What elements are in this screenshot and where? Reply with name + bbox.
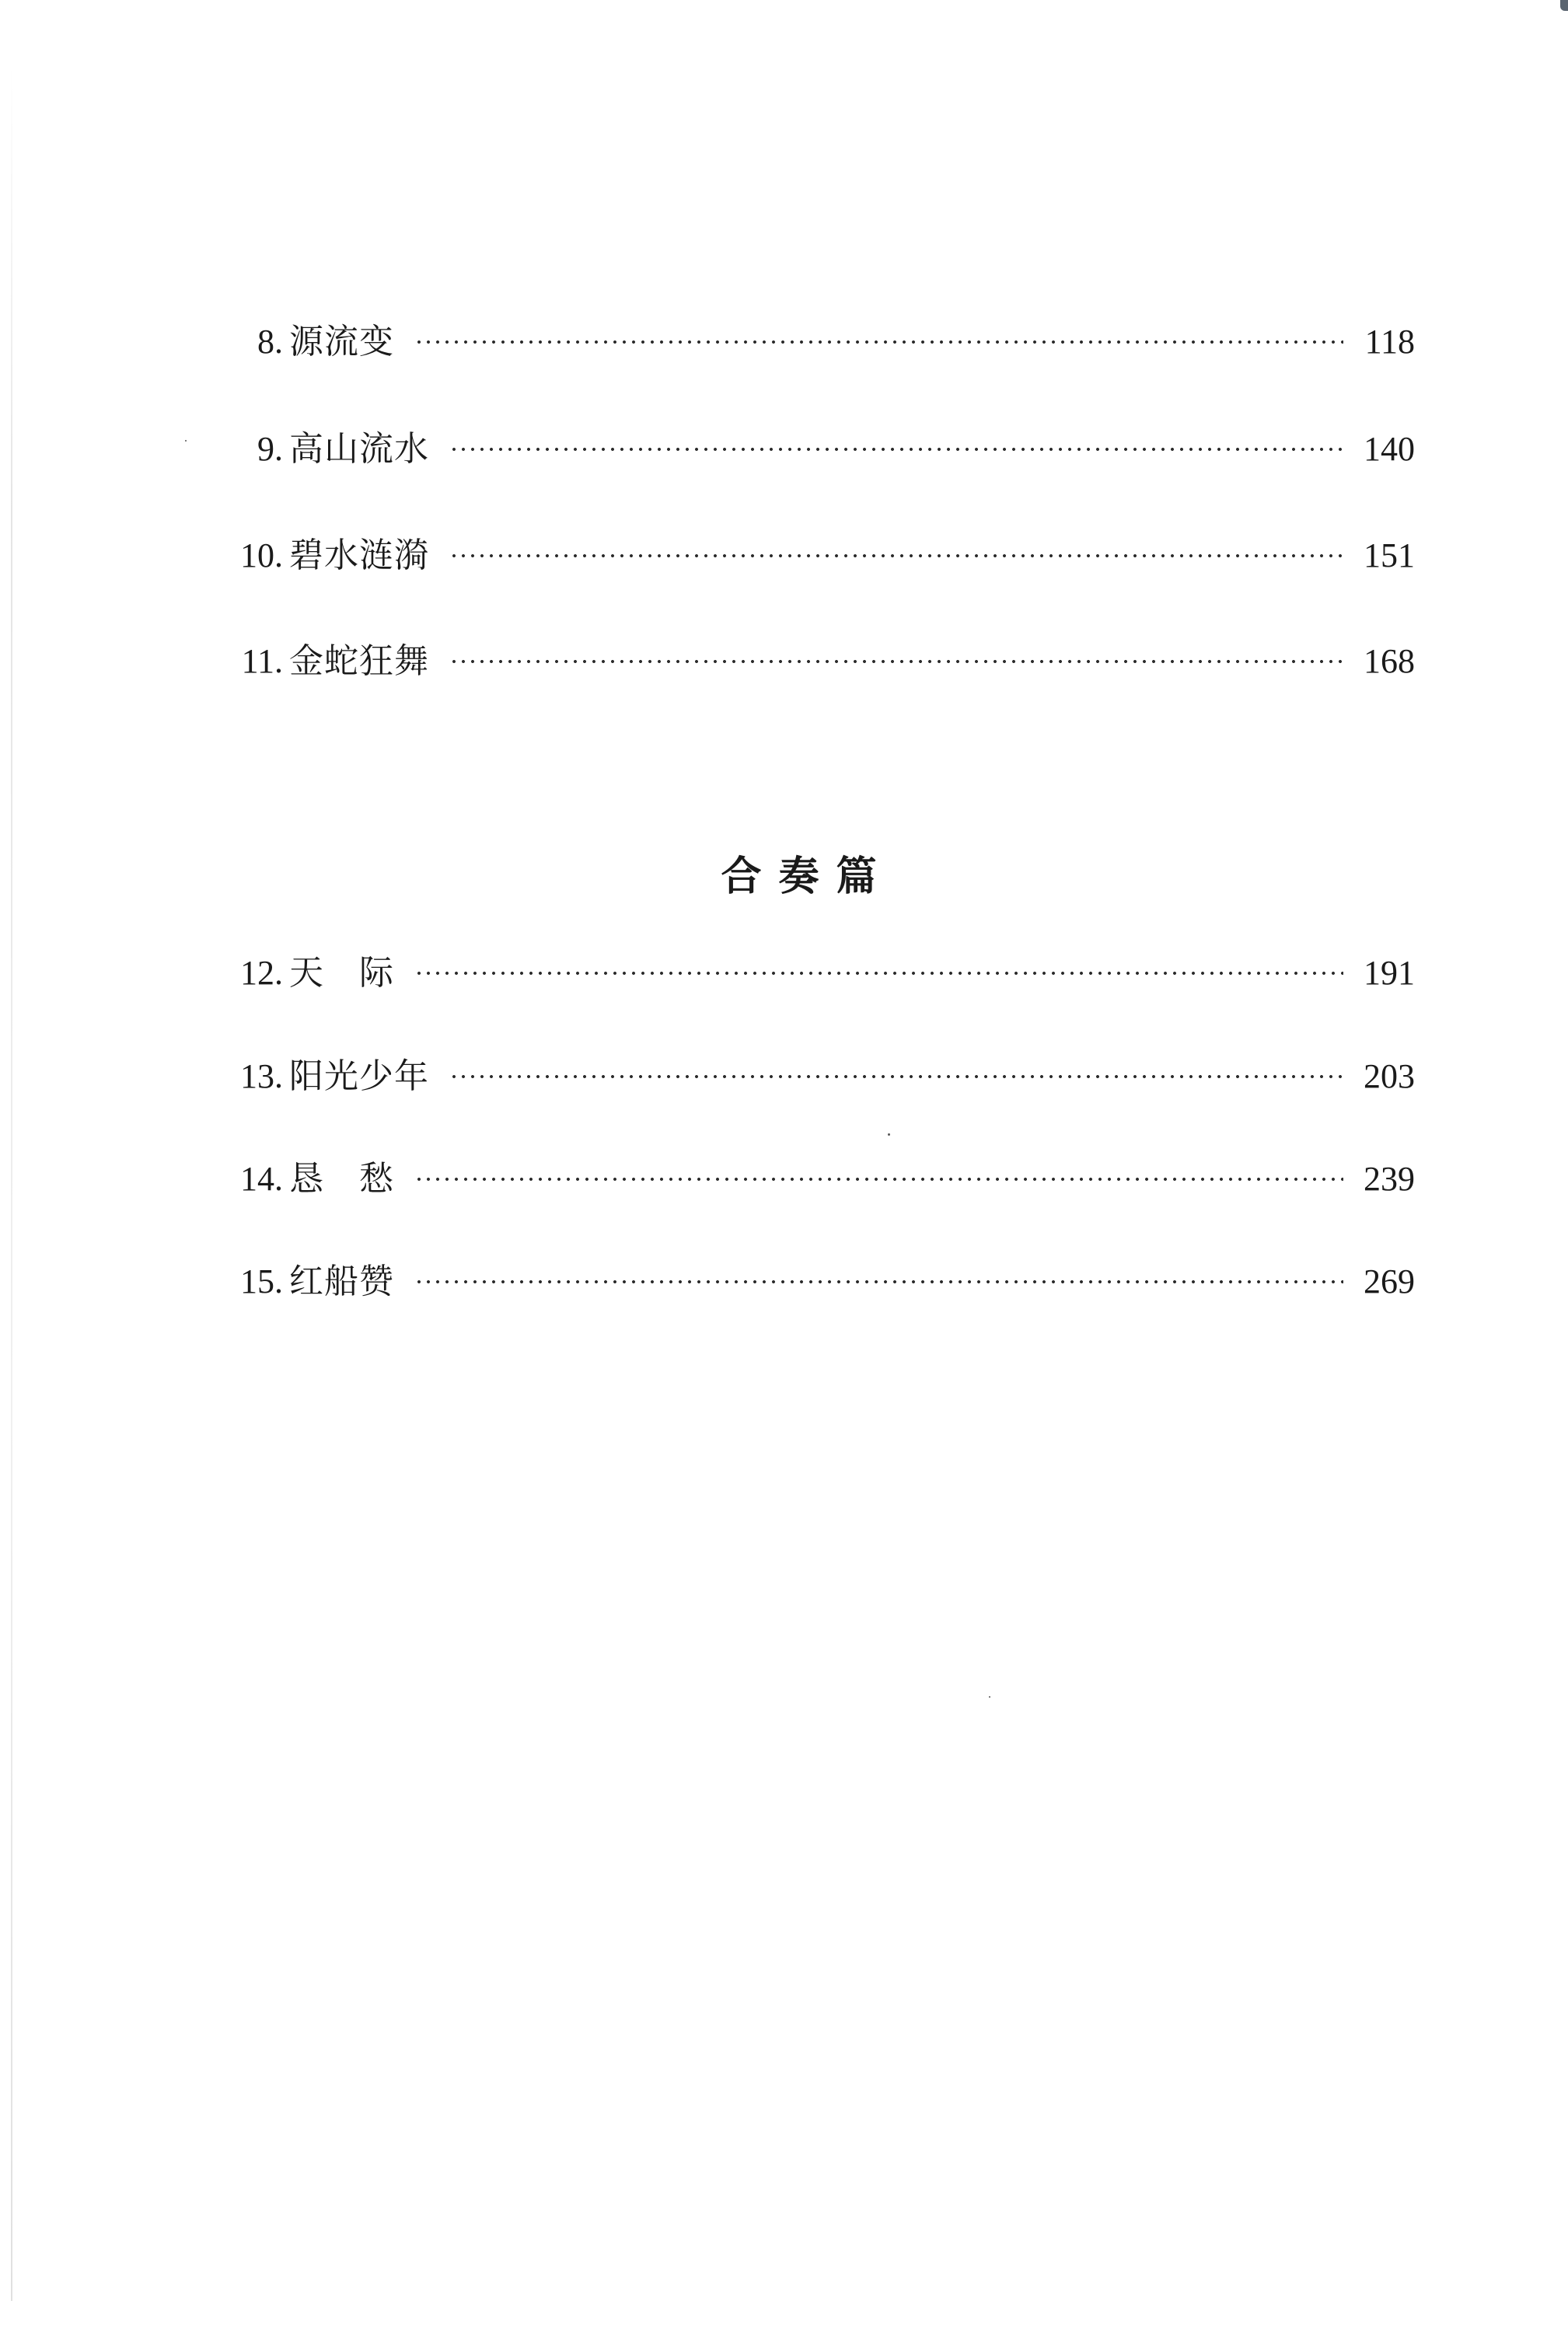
entry-page-number: 203 <box>1364 1057 1415 1095</box>
entry-number: 15. <box>240 1262 283 1300</box>
entry-title: 天 际 <box>289 953 394 993</box>
entry-number: 8. <box>257 323 283 361</box>
entry-number: 11. <box>241 642 283 680</box>
dot-leader <box>414 1175 1343 1183</box>
scan-speck <box>185 440 187 442</box>
entry-title: 红船赞 <box>289 1262 394 1301</box>
entry-page-number: 269 <box>1364 1262 1415 1300</box>
entry-title: 源流变 <box>289 322 394 361</box>
entry-title: 高山流水 <box>289 429 429 469</box>
entry-page-number: 151 <box>1364 536 1415 574</box>
dot-leader <box>414 969 1343 977</box>
toc-entry[interactable] <box>233 1152 1415 1206</box>
entry-page-number: 191 <box>1364 954 1415 992</box>
entry-number: 13. <box>240 1057 283 1095</box>
entry-title: 阳光少年 <box>289 1056 429 1096</box>
page-scan-edge <box>11 62 12 2301</box>
dot-leader <box>449 1073 1343 1080</box>
dot-leader <box>449 552 1343 560</box>
toc-entry[interactable] <box>233 634 1415 689</box>
entry-title: 碧水涟漪 <box>289 536 429 575</box>
toc-entry[interactable] <box>233 1049 1415 1104</box>
scan-speck <box>888 1133 890 1136</box>
dot-leader <box>449 658 1343 665</box>
entry-number: 14. <box>240 1160 283 1198</box>
toc-entry[interactable] <box>233 422 1415 477</box>
entry-page-number: 118 <box>1364 323 1415 361</box>
section-heading: 合奏篇 <box>721 854 894 900</box>
scan-corner-mark <box>1560 0 1568 11</box>
dot-leader <box>414 338 1343 346</box>
toc-entry[interactable] <box>233 315 1415 369</box>
entry-title: 恳 愁 <box>289 1159 394 1199</box>
entry-number: 10. <box>240 536 283 574</box>
toc-entry[interactable] <box>233 1255 1415 1309</box>
entry-page-number: 239 <box>1364 1160 1415 1198</box>
entry-number: 9. <box>257 430 283 468</box>
entry-page-number: 140 <box>1364 430 1415 468</box>
entry-title: 金蛇狂舞 <box>289 641 429 681</box>
entry-number: 12. <box>240 954 283 992</box>
toc-entry[interactable] <box>233 529 1415 583</box>
dot-leader <box>414 1278 1343 1286</box>
toc-entry[interactable] <box>233 946 1415 1000</box>
scan-speck <box>989 1696 990 1698</box>
dot-leader <box>449 445 1343 453</box>
entry-page-number: 168 <box>1364 642 1415 680</box>
